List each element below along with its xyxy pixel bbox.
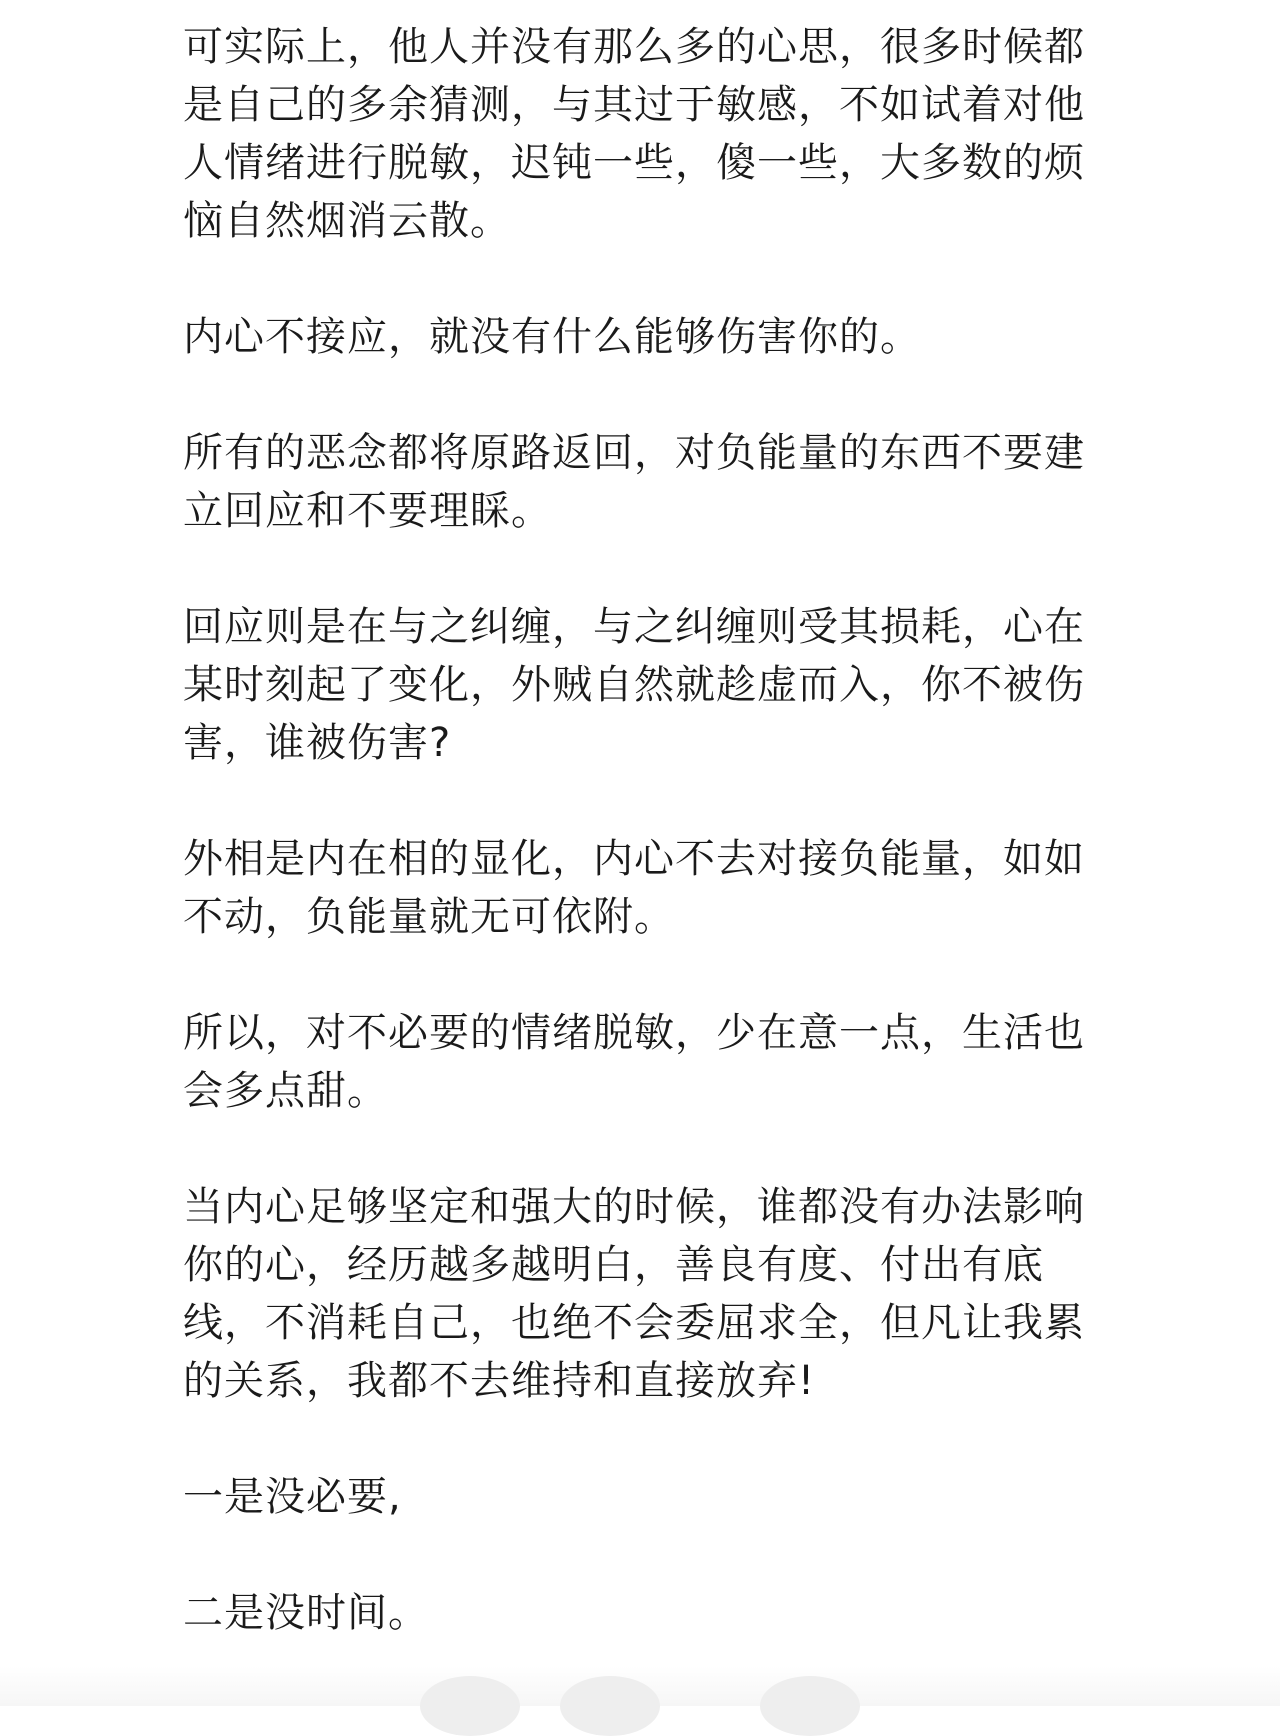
paragraph-8: 一是没必要, <box>183 1474 402 1520</box>
paragraph-5: 外相是内在相的显化，内心不去对接负能量，如如 不动，负能量就无可依附。 <box>183 836 1085 940</box>
article-body <box>183 18 1113 1642</box>
decorative-blob <box>560 1676 660 1736</box>
paragraph-4: 回应则是在与之纠缠，与之纠缠则受其损耗，心在 某时刻起了变化，外贼自然就趁虚而入，你不被伤 害，谁被伤害? <box>183 604 1085 766</box>
paragraph-2: 内心不接应，就没有什么能够伤害你的。 <box>183 314 921 360</box>
paragraph-6: 所以，对不必要的情绪脱敏，少在意一点，生活也 会多点甜。 <box>183 1010 1085 1114</box>
paragraph-7: 当内心足够坚定和强大的时候，谁都没有办法影响 你的心，经历越多越明白，善良有度、付出有底 线，不消耗自己，也绝不会委屈求全，但凡让我累 的关系，我都不去维持和直接放弃! <box>183 1184 1085 1404</box>
decorative-blob <box>420 1676 520 1736</box>
paragraph-3: 所有的恶念都将原路返回，对负能量的东西不要建 立回应和不要理睬。 <box>183 430 1085 534</box>
decorative-blob <box>760 1676 860 1736</box>
paragraph-9: 二是没时间。 <box>183 1590 429 1636</box>
paragraph-1: 可实际上，他人并没有那么多的心思，很多时候都 是自己的多余猜测，与其过于敏感，不如试着对他 人情绪进行脱敏，迟钝一些，傻一些，大多数的烦 恼自然烟消云散。 <box>183 24 1085 244</box>
